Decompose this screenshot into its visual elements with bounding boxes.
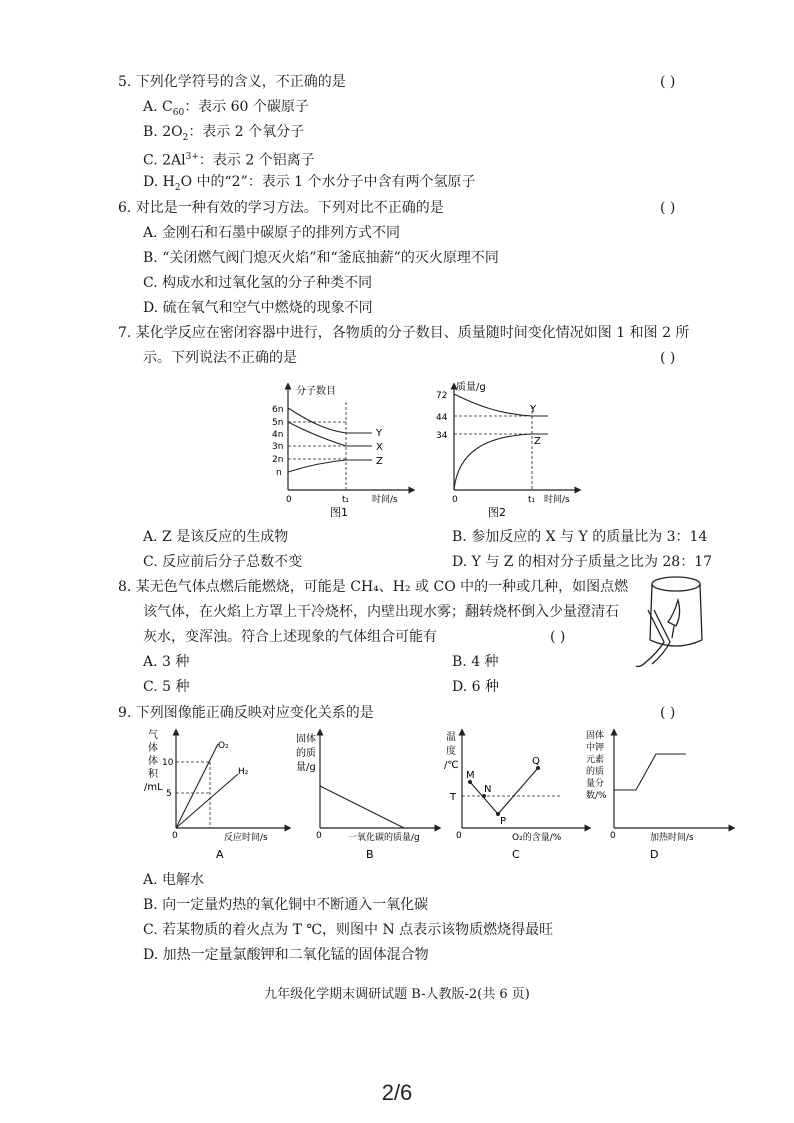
graph-a-series-o2: O₂	[218, 741, 229, 751]
q8-option-c: C. 5 种	[143, 679, 190, 695]
graph-c-ylabel-1: 温	[446, 732, 456, 743]
fig2-curve-label-z: Z	[534, 436, 541, 447]
graph-c-ylabel-3: /℃	[444, 760, 459, 771]
graph-a-tick-10: 10	[162, 758, 174, 768]
q7-figure-1	[262, 380, 422, 520]
fig1-caption: 图1	[330, 506, 348, 519]
fig2-tick-72: 72	[436, 391, 448, 401]
graph-d-ylabel-6: 数/%	[586, 791, 607, 801]
graph-d-ylabel-3: 元素	[586, 755, 605, 765]
q8-option-d: D. 6 种	[452, 679, 499, 695]
graph-a-ylabel-3: 体	[148, 756, 158, 767]
graph-c-caption: C	[512, 848, 520, 861]
fig2-tick-34: 34	[436, 431, 448, 441]
q5-option-d: D. $H_2O$ 中的“2”：表示 1 个水分子中含有两个氢原子	[143, 174, 476, 193]
q7-option-a: A. Z 是该反应的生成物	[143, 529, 289, 545]
fig1-t1-label: t₁	[342, 495, 350, 505]
graph-a-caption: A	[216, 848, 224, 861]
fig2-x-axis-label: 时间/s	[544, 495, 570, 505]
q7-answer-paren: ( )	[660, 350, 676, 366]
graph-c-tick-t: T	[450, 792, 457, 803]
fig1-curve-label-x: X	[376, 442, 383, 453]
fig2-caption: 图2	[488, 506, 506, 519]
graph-b-ylabel-1: 固体	[296, 734, 316, 745]
graph-c-ylabel-2: 度	[446, 746, 456, 757]
fig1-tick-6n: 6n	[272, 405, 284, 415]
q6-option-d: D. 硫在氧气和空气中燃烧的现象不同	[143, 300, 373, 316]
graph-b-ylabel-3: 量/g	[296, 762, 316, 773]
q8-stem-line3: 灰水，变浑浊。符合上述现象的气体组合可能有	[143, 629, 437, 645]
q8-option-a: A. 3 种	[143, 654, 190, 670]
fig1-tick-4n: 4n	[272, 430, 284, 440]
q7-stem-line2: 示。下列说法不正确的是	[143, 350, 297, 366]
q8-answer-paren: ( )	[550, 629, 566, 645]
graph-a-ylabel-2: 体	[148, 743, 158, 754]
q9-option-c: C. 若某物质的着火点为 T ℃，则图中 N 点表示该物质燃烧得最旺	[143, 922, 554, 938]
fig1-curve-label-y: Y	[376, 428, 383, 439]
graph-c-point-m: M	[466, 770, 475, 781]
q8-option-b: B. 4 种	[452, 654, 499, 670]
page-number: 2/6	[381, 1080, 413, 1105]
graph-d-caption: D	[650, 848, 659, 861]
graph-a-origin: 0	[172, 831, 178, 841]
q7-stem-line1: 7. 某化学反应在密闭容器中进行，各物质的分子数目、质量随时间变化情况如图 1 和图 2 所	[118, 325, 690, 341]
graph-d-ylabel-2: 中钾	[586, 743, 605, 753]
fig1-tick-2n: 2n	[272, 455, 284, 465]
fig2-curve-label-y: Y	[530, 404, 537, 415]
q6-option-c: C. 构成水和过氧化氢的分子种类不同	[143, 275, 373, 291]
graph-d-ylabel-1: 固体	[586, 731, 605, 741]
graph-c-point-n: N	[484, 784, 492, 795]
graph-c-origin: 0	[456, 831, 462, 841]
graph-a-ylabel-4: 积	[148, 769, 158, 780]
fig2-origin: 0	[452, 495, 458, 505]
q9-option-a: A. 电解水	[143, 872, 205, 888]
graph-a-tick-5: 5	[166, 789, 172, 799]
inverted-beaker-flame-illustration	[628, 570, 714, 672]
fig2-tick-44: 44	[436, 413, 448, 423]
graph-b-x-axis-label: 一氧化碳的质量/g	[348, 833, 420, 843]
q9-option-d: D. 加热一定量氯酸钾和二氧化锰的固体混合物	[143, 947, 429, 963]
graph-c-point-q: Q	[532, 756, 540, 767]
graph-a-series-h2: H₂	[238, 767, 249, 777]
q9-graph-d	[586, 728, 736, 866]
fig1-x-axis-label: 时间/s	[372, 495, 398, 505]
q7-option-c: C. 反应前后分子总数不变	[143, 554, 303, 570]
q5-option-c: C. $2Al^{3+}$：表示 2 个铝离子	[143, 152, 315, 169]
fig1-y-axis-label: 分子数目	[296, 386, 336, 397]
q8-stem-line2: 该气体，在火焰上方罩上干冷烧杯，内壁出现水雾；翻转烧杯倒入少量澄清石	[143, 604, 619, 620]
q9-stem: 9. 下列图像能正确反映对应变化关系的是	[118, 705, 374, 721]
graph-d-ylabel-4: 的质	[586, 767, 605, 777]
graph-a-ylabel-5: /mL	[144, 782, 163, 793]
fig2-y-axis-label: 质量/g	[456, 382, 486, 393]
graph-a-ylabel-1: 气	[148, 730, 158, 741]
q9-graph-a	[142, 728, 292, 866]
fig1-origin: 0	[286, 495, 292, 505]
graph-d-origin: 0	[610, 831, 616, 841]
q5-answer-paren: ( )	[660, 74, 676, 90]
graph-a-x-axis-label: 反应时间/s	[224, 833, 268, 843]
graph-d-ylabel-5: 量分	[586, 779, 605, 789]
q5-stem: 5. 下列化学符号的含义，不正确的是	[118, 74, 346, 90]
graph-c-point-p: P	[500, 816, 507, 827]
fig1-tick-3n: 3n	[272, 442, 284, 452]
fig1-tick-n: n	[276, 468, 282, 478]
fig2-t1-label: t₁	[528, 495, 536, 505]
graph-d-x-axis-label: 加热时间/s	[650, 833, 694, 843]
q5-option-a: A. $C_{60}$：表示 60 个碳原子	[143, 99, 309, 118]
graph-b-caption: B	[366, 848, 374, 861]
q6-option-b: B. “关闭燃气阀门熄灭火焰”和“釜底抽薪”的灭火原理不同	[143, 250, 499, 266]
q9-graph-c	[442, 728, 592, 866]
q6-option-a: A. 金刚石和石墨中碳原子的排列方式不同	[143, 225, 401, 241]
q9-graph-b	[292, 728, 442, 866]
q5-option-b: B. $2O_2$：表示 2 个氧分子	[143, 124, 305, 143]
graph-c-x-axis-label: O₂的含量/%	[512, 833, 562, 843]
q9-answer-paren: ( )	[660, 705, 676, 721]
graph-b-origin: 0	[316, 831, 322, 841]
q6-stem: 6. 对比是一种有效的学习方法。下列对比不正确的是	[118, 200, 444, 216]
fig1-curve-label-z: Z	[376, 456, 383, 467]
page-footer: 九年级化学期末调研试题 B-人教版-2(共 6 页)	[264, 987, 530, 1002]
fig1-tick-5n: 5n	[272, 418, 284, 428]
q8-stem-line1: 8. 某无色气体点燃后能燃烧，可能是 CH₄、H₂ 或 CO 中的一种或几种，如图点燃	[118, 579, 629, 595]
q7-figure-2	[428, 380, 588, 520]
q7-option-d: D. Y 与 Z 的相对分子质量之比为 28：17	[452, 554, 713, 570]
graph-b-ylabel-2: 的质	[296, 748, 316, 759]
q9-option-b: B. 向一定量灼热的氧化铜中不断通入一氧化碳	[143, 897, 429, 913]
q6-answer-paren: ( )	[660, 200, 676, 216]
q7-option-b: B. 参加反应的 X 与 Y 的质量比为 3：14	[452, 529, 708, 545]
